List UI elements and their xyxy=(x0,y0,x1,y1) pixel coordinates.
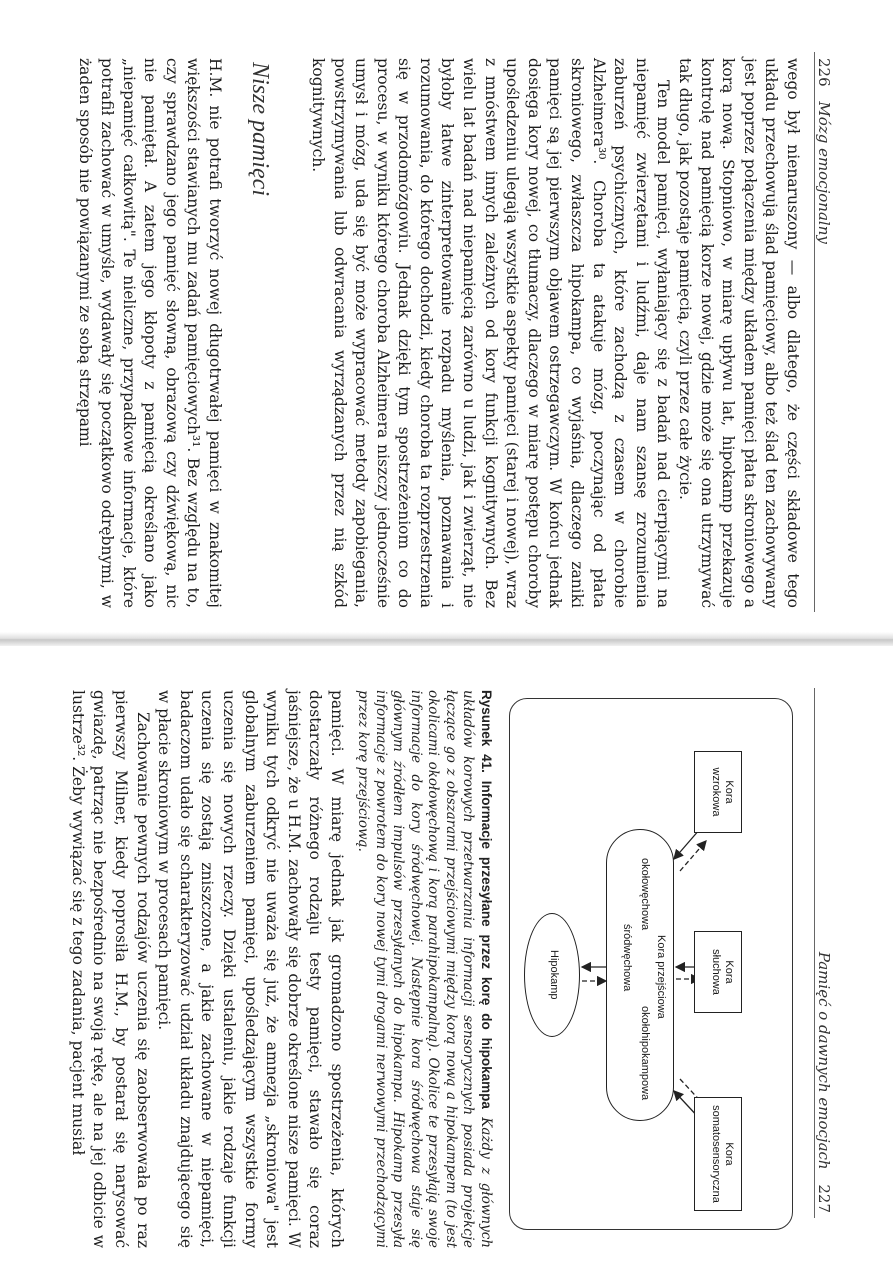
transitional-cortex xyxy=(606,829,674,1121)
auditory-cortex-box xyxy=(694,931,742,1013)
transitional-cortex-title: Kora przejściowa xyxy=(655,935,667,1019)
right-page xyxy=(0,648,893,1263)
right-body-text xyxy=(66,690,347,1248)
section-heading: Nisze pamięci xyxy=(247,62,273,196)
hippocampus-label: Hipokamp xyxy=(548,950,560,1000)
right-paragraph-1: pamięci. W miarę jednak jak gromadzono spostrzeżenia, których dostarczały różnego rodzaju testy pamięci, stawało się coraz jaśniejsze, że u H.M. zachowały się dobrze określone nisze pamięci. W wyniku tych odkryć nie uważa się już, że amnezja „skroniowa" jest globalnym zaburzeniem pamięci, upośledzającym wszystkie formy uczenia się nowych rzeczy. Dzięki ustaleniu, jakie rodzaje funkcji uczenia się zostają zniszczone, a jakie zachowane w niepamięci, badaczom udało się scharakteryzować udział układu znajdującego się w płacie skroniowym w procesach pamięci. xyxy=(155,690,346,1248)
right-running-head xyxy=(815,952,833,1223)
right-paragraph-2: Zachowanie pewnych rodzajów uczenia się zaobserwowała po raz pierwszy Milner, kiedy poprosiła H.M., by postarał się narysować gwiazdę, patrząc nie bezpośrednio na swoją rękę, ale na jej odbicie w lustrze³². Żeby wywiązać się z tego zadania, pacjent musiał xyxy=(68,690,152,1248)
book-gutter xyxy=(0,632,893,646)
parahippocampal-label: okołohipokampowa xyxy=(639,1006,651,1101)
visual-cortex-box xyxy=(694,751,742,833)
somatosensory-cortex-box xyxy=(694,1097,742,1211)
visual-cortex-label: Kora wzrokowa xyxy=(710,767,735,817)
left-head-rule xyxy=(814,52,815,612)
right-page-number: 227 xyxy=(815,1184,833,1213)
figure-41-diagram xyxy=(509,698,793,1230)
left-body-text-2 xyxy=(74,58,225,608)
left-running-title: Mózg emocjonalny xyxy=(815,101,833,244)
auditory-cortex-label: Kora słuchowa xyxy=(710,949,735,995)
hippocampus-oval xyxy=(524,913,580,1037)
figure-caption xyxy=(354,690,495,1248)
arrow-visual-to-transitional xyxy=(674,829,700,859)
caption-title: Rysunek 41. Informacje przesyłane przez korę do hipokampa xyxy=(479,690,494,1109)
entorhinal-label: śródwęchowa xyxy=(621,924,633,992)
perirhinal-label: okołowęchowa xyxy=(639,858,651,931)
left-page-number: 226 xyxy=(815,58,833,87)
arrow-transitional-to-visual xyxy=(680,841,706,871)
right-running-title: Pamięć o dawnych emocjach xyxy=(815,951,833,1170)
right-head-rule xyxy=(814,688,815,1218)
left-running-head xyxy=(815,48,833,244)
left-paragraph-2: Ten model pamięci, wyłaniający się z badań nad cierpiącymi na niepamięć zwierzętami i ludźmi, daje nam szansę zrozumienia zaburzeń psychicznych, które zachodzą z czasem w chorobie Alzheimera³⁰. Choroba ta atakuje mózg, poczynając od płata skroniowego, zwłaszcza hipokampa, co wyjaśnia, dlaczego zaniki pamięci są jej pierwszym objawem ostrzegawczym. W końcu jednak dosięga kory nowej, co tłumaczy, dlaczego w miarę postępu choroby upośledzeniu ulegają wszystkie aspekty pamięci (starej i nowej), wraz z mnóstwem innych zależnych od kory funkcji kognitywnych. Bez wielu lat badań nad niepamięcią zarówno u ludzi, jak i zwierząt, nie byłoby łatwe zinterpretowanie rozpadu myślenia, poznawania i rozumowania, do którego dochodzi, kiedy choroba ta rozprzestrzenia się w przodomózgowiu. Jednak dzięki tym spostrzeżeniom co do procesu, w wyniku którego choroba Alzheimera niszczy jednocześnie umysł i mózg, uda się być może wypracować metody zapobiegania, powstrzymywania lub odwracania wyrządzanych przez nią szkód kognitywnych. xyxy=(308,58,673,608)
caption-body: Każdy z głównych układów korowych przetwarzania informacji sensorycznych posiada projekcje łączące go z obszarami przejściowymi między korą nową a hipokampem (to jest okolicami okołowęchową i korą parahipokampalną). Okolice te przesyłają swoje informacje do kory śródwęchowej. Następnie kora śródwęchowa staje się głównym źródłem impulsów przesyłanych do hipokampa. Hipokamp przesyła informacje z powrotem do kory nowej tymi drogami nerwowymi przechodzącymi przez korę przejściową. xyxy=(355,690,494,1248)
left-paragraph-3: H.M. nie potrafi tworzyć nowej długotrwałej pamięci w znakomitej większości stawianych mu zadań pamięciowych³¹. Bez względu na to, czy sprawdzano jego pamięć słowną, obrazową czy dźwiękową, nic nie pamiętał. A zatem jego kłopoty z pamięcią określano jako „niepamięć całkowitą". Te nieliczne, przypadkowe informacje, które potrafił zachować w umyśle, wydawały się początkowo odrębnymi, w żaden sposób nie powiązanymi ze sobą strzępami xyxy=(76,58,224,608)
left-paragraph-1: wego był nienaruszony — albo dlatego, że części składowe tego układu przechowują ślad pamięciowy, albo też ślad ten zachowywany jest poprzez połączenia między układem pamięci płata skroniowego a korą nową. Stopniowo, w miarę upływu lat, hipokamp przekazuje kontrolę nad pamięcią korze nowej, gdzie może się ona utrzymywać tak długo, jak pozostaje pamięcią, czyli przez całe życie. xyxy=(676,58,802,608)
left-body-text xyxy=(306,58,803,608)
somatosensory-cortex-label: Kora somatosensoryczna xyxy=(710,1105,735,1203)
left-page xyxy=(0,0,893,630)
